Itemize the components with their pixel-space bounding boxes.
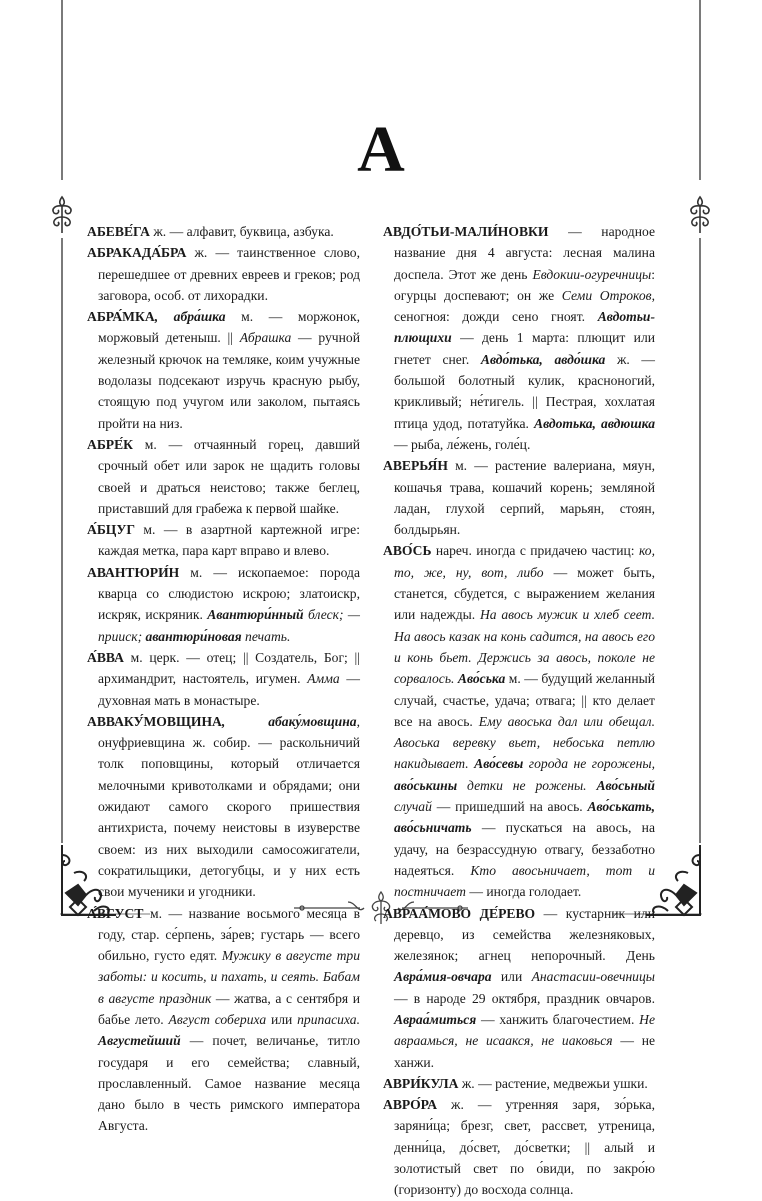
frame-line-left: [61, 238, 63, 843]
entry-text: м. — растение валериана, мяун, кошачья трава, кошачий корень; земляной ладан, глухой серпий, марьян, стоян, болдырьян.: [394, 458, 655, 538]
entry-text: м. — будущий желанный случай, счастье, удача; отвага; || кто делает все на авось.: [394, 671, 655, 729]
entry-text: Кто авосьничает, тот и постничает: [394, 862, 655, 900]
entry-headword: АВРАА́МОВО ДЕ́РЕВО: [383, 905, 536, 921]
entry-text: — духовная мать в монастыре.: [98, 671, 360, 708]
entry-text: На авось мужик и хлеб сеет. На авось казак на конь садится, на авось его и конь бьет. Держись за авось, поколе не сорвалось.: [394, 607, 655, 687]
entry-text: м. — ископаемое: порода кварца со слюдистою искрою; златоискр, искряк, искряник.: [98, 564, 360, 623]
dictionary-entry: [383, 455, 655, 540]
entry-text: ж. — таинственное слово, перешедшее от древних евреев и греков; род заговора, особ. от лихорадки.: [98, 245, 360, 303]
entry-headword: АВАНТЮРИ́Н: [87, 564, 180, 580]
entry-text: Абрашка: [239, 330, 292, 346]
entry-text: ж. — алфавит, буквица, азбука.: [150, 224, 334, 239]
entry-text: ко, то, же, ну, вот, либо: [394, 543, 655, 580]
entry-headword: АБЕВЕ́ГА: [87, 224, 150, 239]
dictionary-entry: [87, 562, 360, 647]
entry-text: Евдокии-огуречницы: [532, 266, 652, 282]
entry-text: Авра́мия-овчара: [394, 969, 492, 985]
frame-line-right: [699, 238, 701, 843]
entry-text: Амма: [307, 671, 340, 687]
entry-text: , абаку́мовщина: [221, 713, 357, 729]
entry-text: Августейший: [98, 1033, 181, 1049]
entry-text: авантюри́новая: [145, 628, 242, 644]
dictionary-entry: [383, 1094, 655, 1200]
entry-headword: АВЕРЬЯ́Н: [383, 458, 448, 474]
entry-text: Аво́сьный: [596, 777, 655, 793]
dictionary-entry: [87, 647, 360, 711]
dictionary-entry: [383, 903, 655, 1073]
entry-text: Аво́ська: [457, 671, 506, 687]
entry-text: — в народе 29 октября, праздник овчаров.: [394, 990, 655, 1006]
entry-text: — пускаться на авось, на удачу, на безрассудную отвагу, беззаботно надеяться.: [394, 820, 655, 878]
entry-text: детки не рожены.: [457, 777, 587, 793]
entry-text: — народное название дня 4 августа: лесная малина доспела. Этот же день: [394, 224, 655, 282]
entry-text: — рыба, ле́жень, голе́ц.: [394, 436, 531, 452]
entry-text: Не авраамься, не исаакся, не иаковься: [394, 1011, 655, 1049]
entry-text: Авдотьи-плющихи: [394, 309, 655, 346]
entry-text: — может быть, станется, сбудется, с выражением желания или надежды.: [394, 564, 655, 623]
entry-text: аво́ськины: [394, 777, 458, 793]
entry-text: ж. — утренняя заря, зо́рька, заряни́ца; брезг, свет, рассвет, утреница, денни́ца, до́свет, до́светки; || алый и золотистый свет по о́види, по закро́ю (горизонту) до восхода солнца.: [394, 1097, 655, 1198]
dictionary-entry: [383, 540, 655, 902]
fleur-ornament-right-icon: [685, 195, 715, 235]
entry-text: — пришедший на авось.: [431, 799, 588, 815]
entry-text: — жатва, а с сентября и бабье лето.: [98, 990, 360, 1027]
entry-text: , абра́шка: [154, 309, 226, 325]
entry-text: ж. — растение, медвежьи ушки.: [458, 1075, 648, 1091]
entry-text: припасиха.: [297, 1011, 360, 1027]
entry-text: Аво́ськать, аво́сьничать: [394, 799, 655, 836]
entry-headword: А́БЦУГ: [87, 522, 136, 538]
entry-text: Анастасии-овечницы: [531, 969, 655, 985]
entry-text: Август собериха: [168, 1011, 267, 1027]
dictionary-entry: [87, 903, 360, 1137]
entry-text: м. церк. — отец; || Создатель, Бог; || архимандрит, настоятель, игумен.: [98, 649, 360, 687]
right-column: [383, 221, 655, 1201]
dictionary-entry: [87, 242, 360, 306]
entry-text: — кустарник или деревцо, из семейства железняковых, железянок; агнец непорочный. День: [394, 905, 655, 964]
entry-text: Семи Отроков: [561, 287, 652, 303]
entry-text: Авдотька, авдюшка: [534, 415, 655, 431]
dictionary-entry: [87, 711, 360, 903]
entry-headword: АБРА́МКА: [87, 309, 155, 325]
entry-text: блеск; — прииск;: [98, 607, 361, 644]
entry-text: — ханжить благочестием.: [476, 1011, 640, 1027]
dictionary-entry: [87, 221, 360, 242]
entry-text: м. — отчаянный горец, давший срочный обет или зарок не щадить головы своей и драться неистово; также беглец, приставший для грабежа к первой шайке.: [98, 436, 360, 516]
entry-headword: АБРЕ́К: [87, 436, 134, 452]
entry-text: — день 1 марта: плющит или гнетет снег.: [394, 330, 655, 367]
entry-headword: АВО́СЬ: [383, 543, 432, 559]
entry-text: м. — в азартной картежной игре: каждая метка, пара карт вправо и влево.: [98, 522, 360, 559]
entry-text: м. — название восьмого месяца в году, стар. се́рпень, за́рев; густарь — всего обильно, густо едят.: [98, 905, 360, 964]
dictionary-entry: [383, 1073, 655, 1094]
entry-headword: АВВАКУ́МОВЩИНА: [87, 713, 222, 729]
entry-headword: АВРО́РА: [383, 1097, 438, 1113]
entry-headword: А́ВГУСТ: [87, 905, 144, 921]
entry-text: или: [266, 1011, 298, 1027]
entry-text: , сеногноя: дожди сено гноят.: [394, 287, 655, 325]
entry-text: Мужику в августе три заботы: и косить, и пахать, и сеять. Бабам в августе праздник: [98, 948, 360, 1006]
entry-text: м. — моржонок, моржовый детеныш. ||: [98, 309, 360, 346]
entry-text: Ему авоська дал или обещал. Авоська веревку вьет, небоська петлю накидывает.: [394, 713, 655, 772]
entry-headword: АВДО́ТЬИ-МАЛИ́НОВКИ: [383, 224, 549, 239]
entry-text: Аво́севы: [474, 756, 524, 772]
dictionary-entry: [87, 434, 360, 519]
left-column: [87, 221, 360, 1137]
entry-headword: АВРИ́КУЛА: [383, 1075, 459, 1091]
entry-headword: А́ВВА: [87, 649, 124, 665]
entry-text: случай: [394, 799, 432, 815]
entry-text: : огурцы доспевают; он же: [394, 266, 655, 303]
entry-text: или: [491, 969, 532, 985]
dictionary-entry: [87, 519, 360, 562]
entry-text: Авраа́миться: [394, 1011, 477, 1027]
entry-text: — почет, величанье, титло государя и его семейства; славный, прославленный. Самое название месяца дано было в честь римского императора Августа.: [98, 1033, 360, 1134]
entry-text: [587, 778, 597, 793]
entry-text: , онуфриевщина ж. собир. — раскольничий толк поповщины, который отличается мелочными кривотолками и обрядами; они ожидают самого скорого пришествия антихриста, почему неистовы в изуверстве своем: из них выходили самосожигатели, сократильщики, детогубцы, и у них есть свои мученики и угодники.: [98, 713, 360, 900]
entry-text: ж. — большой болотный кулик, красноногий, крикливый; не́тигель. || Пестрая, хохлатая птица удод, потатуйка.: [394, 351, 655, 431]
entry-text: — ручной железный крючок на темляке, коим учужные водолазы подсекают изручь красную рыбу, стоящую под учугом или заколом, пытаясь пройти на низ.: [98, 330, 360, 431]
dictionary-entry: [87, 306, 360, 434]
section-letter-heading: А: [357, 113, 405, 186]
entry-headword: АБРАКАДА́БРА: [87, 245, 187, 261]
entry-text: Авдо́тька, авдо́шка: [480, 351, 606, 367]
entry-text: города не горожены,: [523, 756, 655, 772]
entry-text: нареч. иногда с придачею частиц:: [431, 543, 639, 559]
fleur-ornament-left-icon: [47, 195, 77, 235]
entry-text: печать.: [241, 628, 291, 644]
entry-text: Авантюри́нный: [207, 607, 304, 623]
entry-text: — не ханжи.: [394, 1033, 655, 1070]
entry-text: — иногда голодает.: [465, 884, 582, 900]
dictionary-entry: [383, 221, 655, 455]
